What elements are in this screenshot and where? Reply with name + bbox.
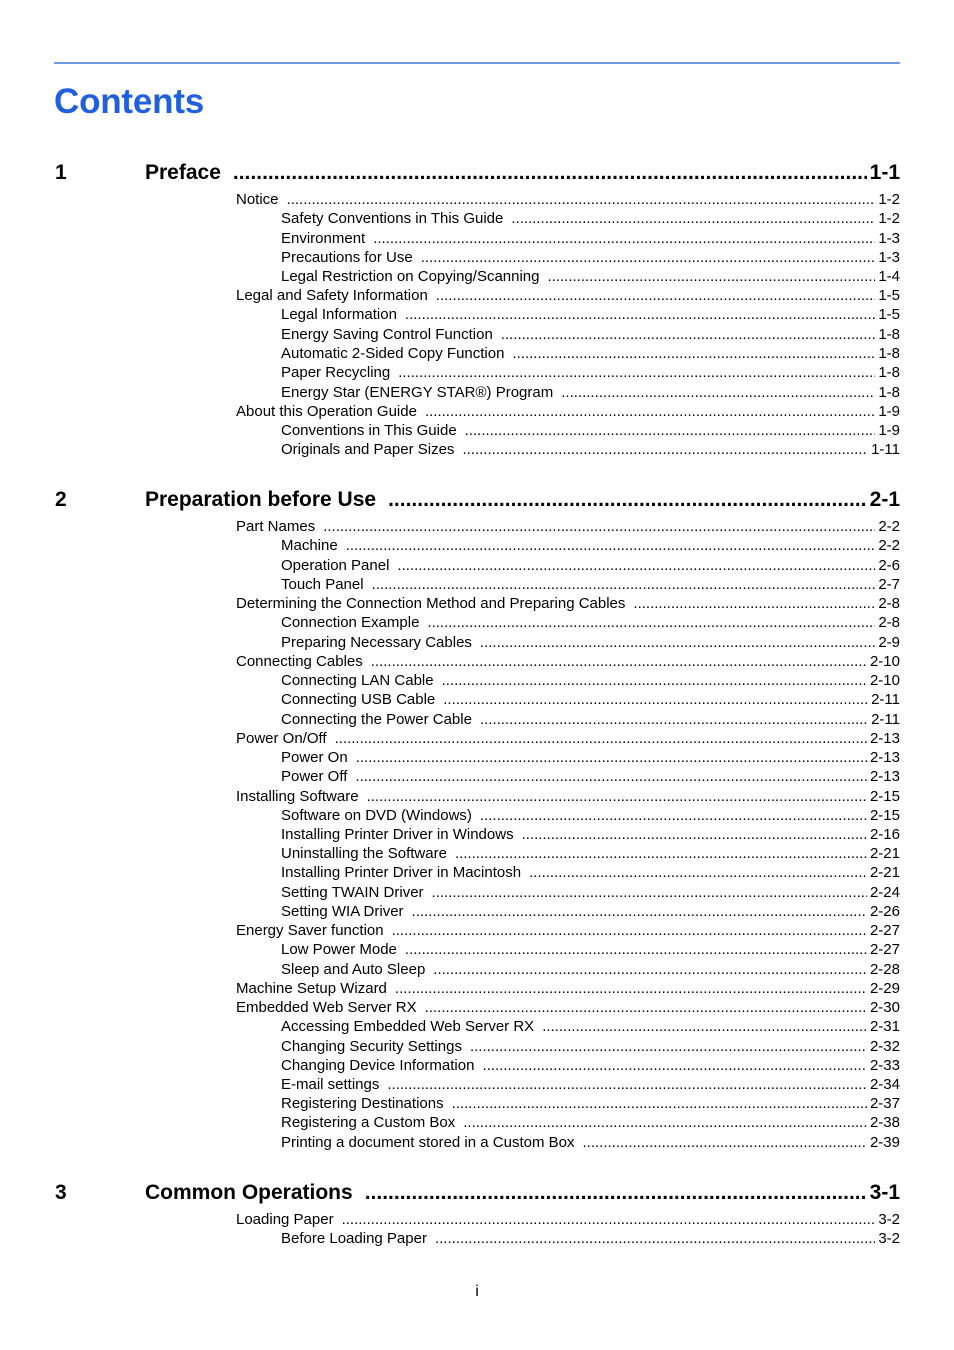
dot-leader bbox=[542, 1017, 867, 1036]
dot-leader bbox=[365, 1180, 867, 1206]
entry-page: 2-13 bbox=[869, 749, 900, 766]
entry-page: 2-10 bbox=[869, 672, 900, 689]
toc-subentry[interactable] bbox=[281, 1075, 900, 1094]
chapter-title: Common Operations bbox=[145, 1181, 353, 1204]
entry-title: Legal Restriction on Copying/Scanning bbox=[281, 268, 540, 285]
toc-subentry[interactable] bbox=[281, 209, 900, 228]
dot-leader bbox=[387, 1075, 867, 1094]
dot-leader bbox=[480, 633, 875, 652]
entry-page: 1-9 bbox=[878, 422, 900, 439]
entry-title: Energy Saver function bbox=[236, 922, 384, 939]
entry-title: Part Names bbox=[236, 518, 316, 535]
entry-title: Legal and Safety Information bbox=[236, 287, 428, 304]
entry-title: Conventions in This Guide bbox=[281, 422, 457, 439]
entry-page: 1-9 bbox=[878, 403, 900, 420]
entry-title: E-mail settings bbox=[281, 1076, 380, 1093]
toc-subentry[interactable] bbox=[281, 844, 900, 863]
dot-leader bbox=[462, 440, 868, 459]
entry-title: Sleep and Auto Sleep bbox=[281, 961, 426, 978]
entry-page: 2-9 bbox=[878, 634, 900, 651]
entry-page: 2-27 bbox=[869, 922, 900, 939]
entry-title: Software on DVD (Windows) bbox=[281, 807, 472, 824]
dot-leader bbox=[452, 1094, 867, 1113]
toc-subentry[interactable] bbox=[281, 1017, 900, 1036]
entry-page: 1-2 bbox=[878, 191, 900, 208]
toc-subentry[interactable] bbox=[281, 710, 900, 729]
toc-entry[interactable] bbox=[236, 921, 900, 940]
dot-leader bbox=[355, 767, 867, 786]
toc-subentry[interactable] bbox=[281, 613, 900, 632]
toc-subentry[interactable] bbox=[281, 940, 900, 959]
dot-leader bbox=[405, 305, 875, 324]
entry-title: Accessing Embedded Web Server RX bbox=[281, 1018, 535, 1035]
dot-leader bbox=[442, 671, 867, 690]
toc-subentry[interactable] bbox=[281, 344, 900, 363]
chapter-heading-2[interactable] bbox=[54, 487, 900, 513]
entry-title: Operation Panel bbox=[281, 557, 390, 574]
entry-page: 2-30 bbox=[869, 999, 900, 1016]
toc-subentry[interactable] bbox=[281, 883, 900, 902]
entry-title: Energy Star (ENERGY STAR®) Program bbox=[281, 384, 554, 401]
dot-leader bbox=[412, 902, 867, 921]
entry-title: Power On/Off bbox=[236, 730, 327, 747]
toc-subentry[interactable] bbox=[281, 806, 900, 825]
entry-title: Connecting Cables bbox=[236, 653, 363, 670]
entry-page: 2-24 bbox=[869, 884, 900, 901]
entry-title: Low Power Mode bbox=[281, 941, 397, 958]
entry-title: Connecting the Power Cable bbox=[281, 711, 472, 728]
toc-entry[interactable] bbox=[236, 190, 900, 209]
entry-page: 2-38 bbox=[869, 1114, 900, 1131]
entry-title: Setting WIA Driver bbox=[281, 903, 404, 920]
entry-title: Changing Device Information bbox=[281, 1057, 475, 1074]
entry-page: 2-2 bbox=[878, 537, 900, 554]
entry-title: Precautions for Use bbox=[281, 249, 413, 266]
toc-entry[interactable] bbox=[236, 1210, 900, 1229]
entry-page: 2-27 bbox=[869, 941, 900, 958]
toc-subentry[interactable] bbox=[281, 671, 900, 690]
chapter-number: 3 bbox=[55, 1181, 67, 1204]
entry-title: Legal Information bbox=[281, 306, 397, 323]
dot-leader bbox=[373, 229, 875, 248]
entry-title: Uninstalling the Software bbox=[281, 845, 447, 862]
dot-leader bbox=[425, 402, 875, 421]
entry-title: Registering Destinations bbox=[281, 1095, 444, 1112]
dot-leader bbox=[397, 556, 875, 575]
toc-subentry[interactable] bbox=[281, 863, 900, 882]
toc-entry[interactable] bbox=[236, 729, 900, 748]
toc-entry[interactable] bbox=[236, 594, 900, 613]
header-rule bbox=[54, 62, 900, 64]
dot-leader bbox=[367, 787, 867, 806]
dot-leader bbox=[433, 960, 867, 979]
toc-subentry[interactable] bbox=[281, 633, 900, 652]
entry-title: Embedded Web Server RX bbox=[236, 999, 417, 1016]
toc-subentry[interactable] bbox=[281, 536, 900, 555]
dot-leader bbox=[398, 363, 875, 382]
toc-subentry[interactable] bbox=[281, 748, 900, 767]
toc-subentry[interactable] bbox=[281, 575, 900, 594]
entry-page: 1-8 bbox=[878, 364, 900, 381]
entry-title: Determining the Connection Method and Preparing Cables bbox=[236, 595, 626, 612]
entry-title: Installing Software bbox=[236, 788, 359, 805]
entry-title: Loading Paper bbox=[236, 1211, 334, 1228]
dot-leader bbox=[522, 825, 867, 844]
entry-page: 2-15 bbox=[869, 788, 900, 805]
entry-page: 1-5 bbox=[878, 287, 900, 304]
entry-page: 2-21 bbox=[869, 845, 900, 862]
toc-subentry[interactable] bbox=[281, 1113, 900, 1132]
entry-page: 2-8 bbox=[878, 595, 900, 612]
entry-page: 2-10 bbox=[869, 653, 900, 670]
toc-entry[interactable] bbox=[236, 979, 900, 998]
entry-title: Connection Example bbox=[281, 614, 420, 631]
entry-page: 1-8 bbox=[878, 384, 900, 401]
entry-title: Originals and Paper Sizes bbox=[281, 441, 455, 458]
entry-page: 2-31 bbox=[869, 1018, 900, 1035]
entry-page: 3-2 bbox=[878, 1230, 900, 1247]
toc-subentry[interactable] bbox=[281, 556, 900, 575]
entry-title: Paper Recycling bbox=[281, 364, 391, 381]
toc-subentry[interactable] bbox=[281, 902, 900, 921]
dot-leader bbox=[465, 421, 876, 440]
dot-leader bbox=[582, 1133, 866, 1152]
toc-subentry[interactable] bbox=[281, 1094, 900, 1113]
dot-leader bbox=[346, 536, 876, 555]
dot-leader bbox=[371, 652, 867, 671]
entry-page: 2-28 bbox=[869, 961, 900, 978]
entry-title: Installing Printer Driver in Windows bbox=[281, 826, 514, 843]
entry-page: 2-34 bbox=[869, 1076, 900, 1093]
dot-leader bbox=[436, 286, 876, 305]
toc-subentry[interactable] bbox=[281, 229, 900, 248]
entry-title: Preparing Necessary Cables bbox=[281, 634, 472, 651]
entry-title: Registering a Custom Box bbox=[281, 1114, 456, 1131]
entry-page: 2-13 bbox=[869, 730, 900, 747]
entry-page: 2-32 bbox=[869, 1038, 900, 1055]
entry-page: 2-21 bbox=[869, 864, 900, 881]
entry-page: 2-26 bbox=[869, 903, 900, 920]
chapter-page: 2-1 bbox=[869, 488, 900, 511]
entry-title: Connecting USB Cable bbox=[281, 691, 436, 708]
entry-page: 2-16 bbox=[869, 826, 900, 843]
dot-leader bbox=[323, 517, 875, 536]
page-number: i bbox=[475, 1283, 479, 1300]
chapter-title: Preface bbox=[145, 161, 221, 184]
chapter-title: Preparation before Use bbox=[145, 488, 377, 511]
toc-subentry[interactable] bbox=[281, 421, 900, 440]
toc-subentry[interactable] bbox=[281, 248, 900, 267]
entry-page: 2-29 bbox=[869, 980, 900, 997]
toc-subentry[interactable] bbox=[281, 1056, 900, 1075]
chapter-heading-3[interactable] bbox=[54, 1180, 900, 1206]
dot-leader bbox=[548, 267, 876, 286]
dot-leader bbox=[425, 998, 867, 1017]
entry-title: Notice bbox=[236, 191, 279, 208]
dot-leader bbox=[443, 690, 868, 709]
chapter-page: 1-1 bbox=[869, 161, 900, 184]
toc-subentry[interactable] bbox=[281, 690, 900, 709]
toc-entry[interactable] bbox=[236, 402, 900, 421]
entry-page: 2-33 bbox=[869, 1057, 900, 1074]
dot-leader bbox=[405, 940, 867, 959]
entry-page: 1-4 bbox=[878, 268, 900, 285]
entry-title: Changing Security Settings bbox=[281, 1038, 462, 1055]
entry-page: 2-15 bbox=[869, 807, 900, 824]
chapter-number: 1 bbox=[55, 161, 67, 184]
dot-leader bbox=[480, 710, 868, 729]
entry-page: 1-11 bbox=[871, 441, 900, 458]
dot-leader bbox=[342, 1210, 876, 1229]
toc-subentry[interactable] bbox=[281, 440, 900, 459]
toc-subentry[interactable] bbox=[281, 325, 900, 344]
dot-leader bbox=[388, 487, 867, 513]
dot-leader bbox=[633, 594, 875, 613]
entry-page: 2-39 bbox=[869, 1134, 900, 1151]
toc-subentry[interactable] bbox=[281, 363, 900, 382]
dot-leader bbox=[529, 863, 867, 882]
entry-title: Before Loading Paper bbox=[281, 1230, 427, 1247]
toc-subentry[interactable] bbox=[281, 1133, 900, 1152]
dot-leader bbox=[372, 575, 876, 594]
entry-page: 2-11 bbox=[871, 691, 900, 708]
toc-subentry[interactable] bbox=[281, 305, 900, 324]
entry-title: Setting TWAIN Driver bbox=[281, 884, 424, 901]
toc-subentry[interactable] bbox=[281, 1229, 900, 1248]
chapter-page: 3-1 bbox=[869, 1181, 900, 1204]
toc-subentry[interactable] bbox=[281, 1037, 900, 1056]
entry-title: Environment bbox=[281, 230, 366, 247]
dot-leader bbox=[512, 344, 875, 363]
dot-leader bbox=[421, 248, 876, 267]
toc-entry[interactable] bbox=[236, 652, 900, 671]
dot-leader bbox=[511, 209, 875, 228]
entry-title: Safety Conventions in This Guide bbox=[281, 210, 504, 227]
toc-subentry[interactable] bbox=[281, 267, 900, 286]
chapter-heading-1[interactable] bbox=[54, 160, 900, 186]
toc-entry[interactable] bbox=[236, 998, 900, 1017]
entry-title: Power Off bbox=[281, 768, 348, 785]
dot-leader bbox=[356, 748, 867, 767]
toc-entry[interactable] bbox=[236, 517, 900, 536]
dot-leader bbox=[482, 1056, 867, 1075]
entry-page: 3-2 bbox=[878, 1211, 900, 1228]
dot-leader bbox=[470, 1037, 867, 1056]
entry-page: 2-37 bbox=[869, 1095, 900, 1112]
toc-subentry[interactable] bbox=[281, 767, 900, 786]
entry-page: 2-7 bbox=[878, 576, 900, 593]
chapter-number: 2 bbox=[55, 488, 67, 511]
toc-subentry[interactable] bbox=[281, 825, 900, 844]
entry-title: Connecting LAN Cable bbox=[281, 672, 434, 689]
entry-title: Machine Setup Wizard bbox=[236, 980, 387, 997]
dot-leader bbox=[463, 1113, 867, 1132]
entry-page: 2-2 bbox=[878, 518, 900, 535]
entry-title: Energy Saving Control Function bbox=[281, 326, 493, 343]
entry-page: 1-3 bbox=[878, 249, 900, 266]
toc-entry[interactable] bbox=[236, 787, 900, 806]
entry-title: About this Operation Guide bbox=[236, 403, 417, 420]
page-title: Contents bbox=[54, 82, 205, 121]
toc-entry[interactable] bbox=[236, 286, 900, 305]
entry-title: Installing Printer Driver in Macintosh bbox=[281, 864, 522, 881]
entry-page: 2-8 bbox=[878, 614, 900, 631]
toc-subentry[interactable] bbox=[281, 960, 900, 979]
entry-page: 2-6 bbox=[878, 557, 900, 574]
entry-title: Printing a document stored in a Custom Box bbox=[281, 1134, 575, 1151]
dot-leader bbox=[427, 613, 875, 632]
toc-subentry[interactable] bbox=[281, 383, 900, 402]
entry-title: Automatic 2-Sided Copy Function bbox=[281, 345, 505, 362]
entry-page: 2-13 bbox=[869, 768, 900, 785]
dot-leader bbox=[480, 806, 867, 825]
entry-page: 2-11 bbox=[871, 711, 900, 728]
dot-leader bbox=[455, 844, 867, 863]
entry-page: 1-8 bbox=[878, 345, 900, 362]
dot-leader bbox=[287, 190, 876, 209]
entry-title: Machine bbox=[281, 537, 338, 554]
dot-leader bbox=[501, 325, 876, 344]
dot-leader bbox=[335, 729, 867, 748]
dot-leader bbox=[233, 160, 867, 186]
entry-page: 1-3 bbox=[878, 230, 900, 247]
entry-title: Touch Panel bbox=[281, 576, 364, 593]
entry-title: Power On bbox=[281, 749, 348, 766]
dot-leader bbox=[561, 383, 875, 402]
dot-leader bbox=[392, 921, 867, 940]
entry-page: 1-8 bbox=[878, 326, 900, 343]
entry-page: 1-5 bbox=[878, 306, 900, 323]
dot-leader bbox=[435, 1229, 875, 1248]
entry-page: 1-2 bbox=[878, 210, 900, 227]
dot-leader bbox=[432, 883, 867, 902]
dot-leader bbox=[395, 979, 867, 998]
